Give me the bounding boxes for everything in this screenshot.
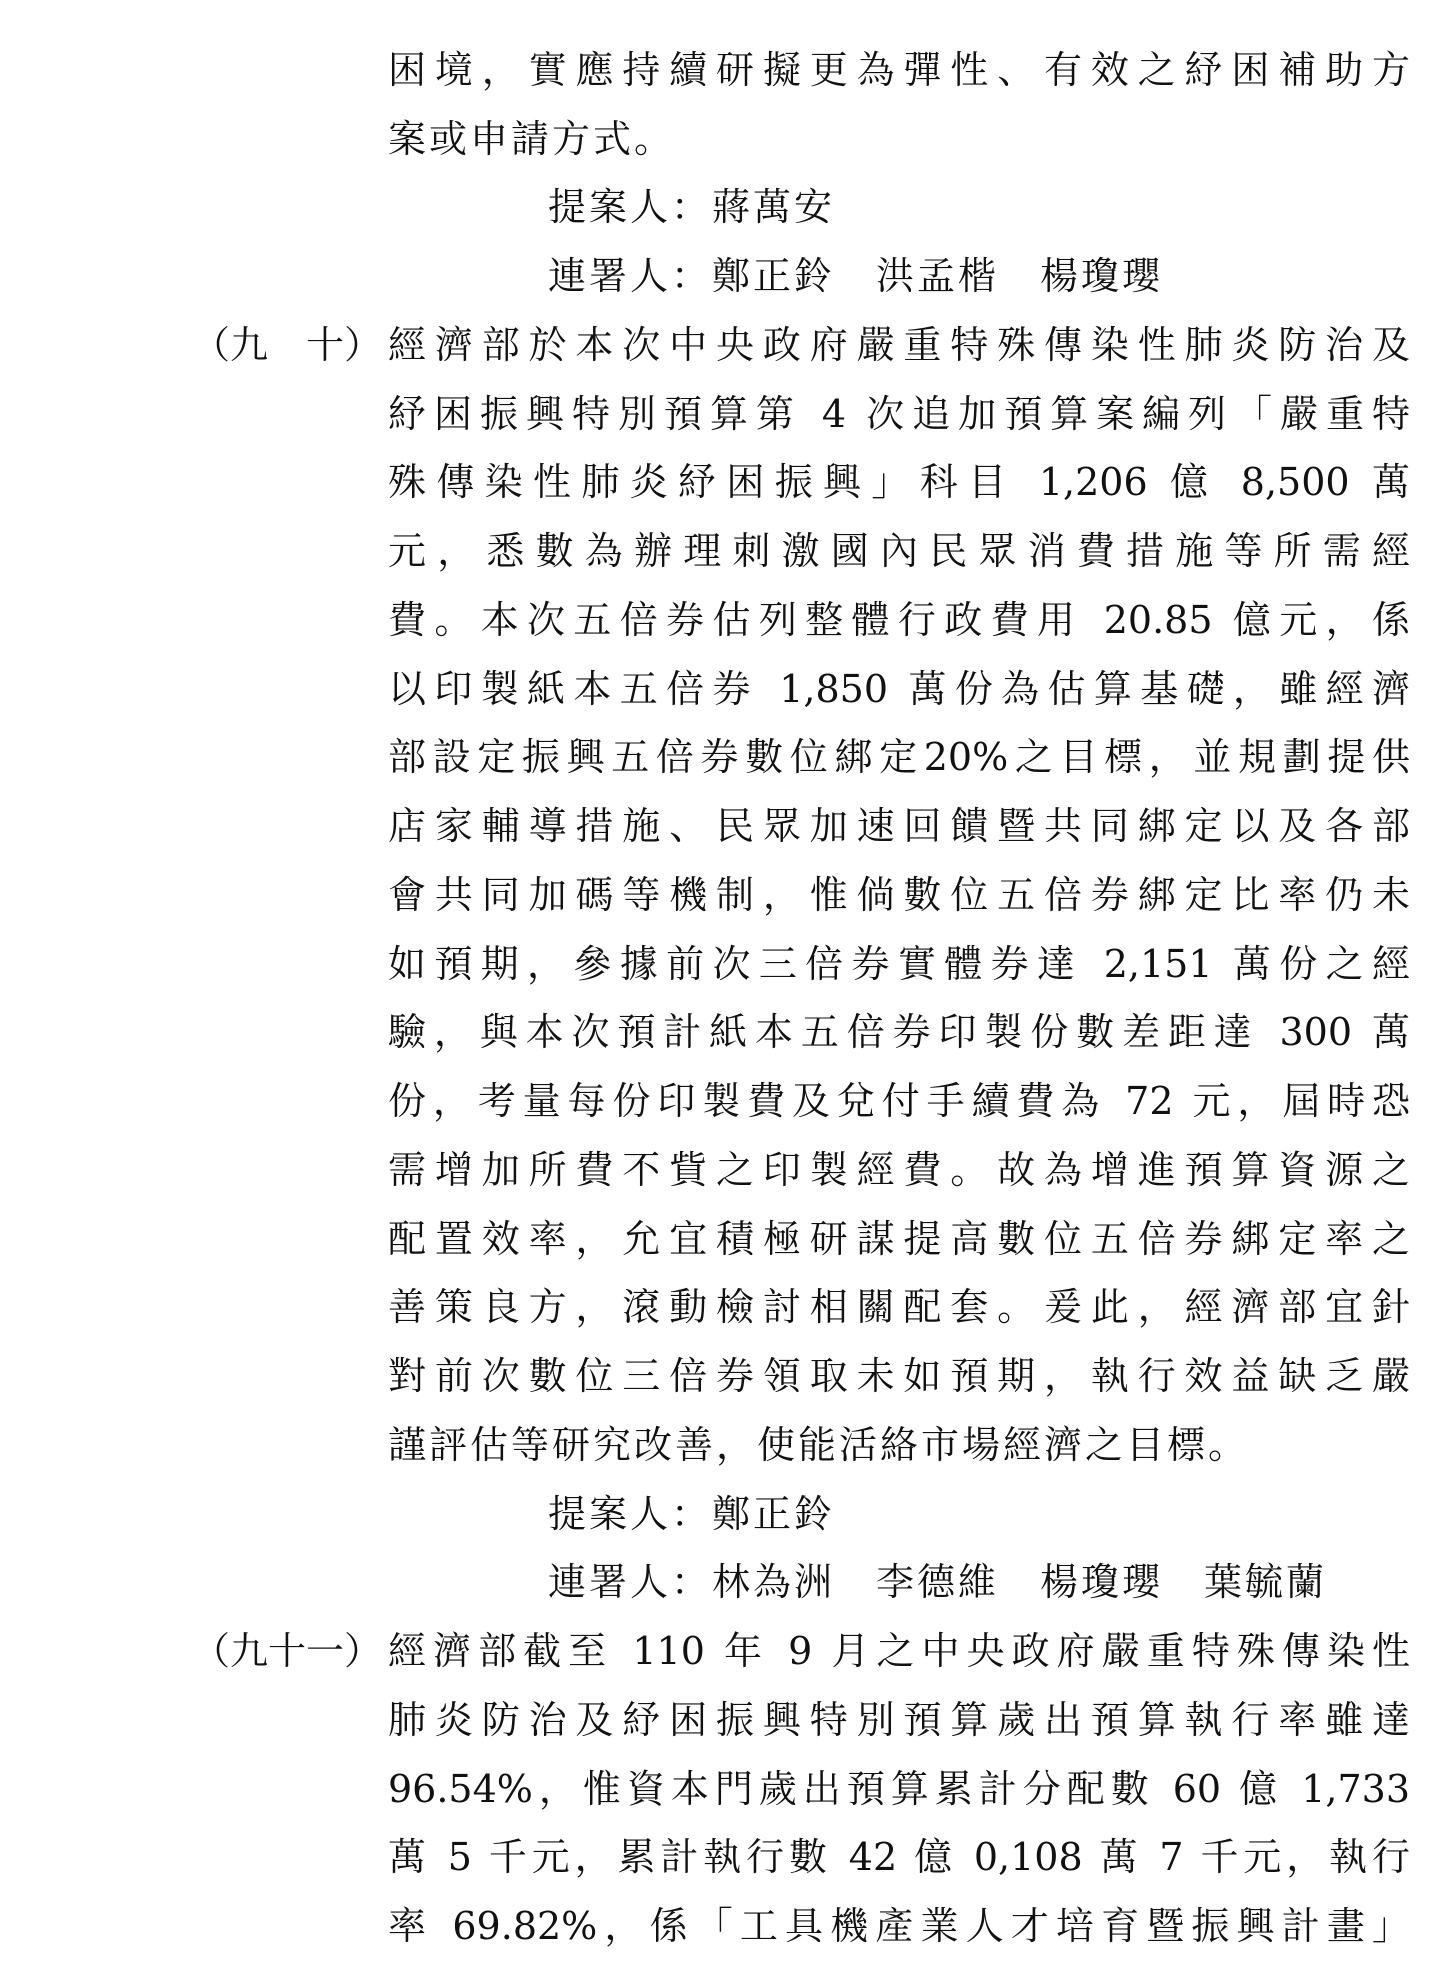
item-90-line: 需增加所費不貲之印製經費。故為增進預算資源之 — [388, 1147, 1410, 1192]
item-89-cosigners: 連署人：鄭正鈴 洪孟楷 楊瓊瓔 — [548, 254, 1164, 299]
intro-line-1: 困境，實應持續研擬更為彈性、有效之紓困補助方 — [388, 48, 1410, 92]
item-90-line: 驗，與本次預計紙本五倍券印製份數差距達 300 萬 — [388, 1010, 1410, 1055]
item-90-line: 以印製紙本五倍券 1,850 萬份為估算基礎，雖經濟 — [388, 666, 1410, 711]
item-91-label: （九十一） — [192, 1629, 383, 1674]
item-90-line: 會共同加碼等機制，惟倘數位五倍券綁定比率仍未 — [388, 872, 1410, 917]
item-90-line: 善策良方，滾動檢討相關配套。爰此，經濟部宜針 — [388, 1285, 1410, 1330]
item-91-line: 96.54%，惟資本門歲出預算累計分配數 60 億 1,733 — [388, 1766, 1410, 1811]
item-90-line: 對前次數位三倍券領取未如預期，執行效益缺乏嚴 — [388, 1354, 1410, 1399]
item-90-line: 元，悉數為辦理刺激國內民眾消費措施等所需經 — [388, 529, 1410, 574]
item-90-label: （九 十） — [192, 322, 383, 367]
item-91-line: 經濟部截至 110 年 9 月之中央政府嚴重特殊傳染性 — [388, 1629, 1410, 1674]
item-90-line: 配置效率，允宜積極研謀提高數位五倍券綁定率之 — [388, 1216, 1410, 1261]
item-91-line: 肺炎防治及紓困振興特別預算歲出預算執行率雖達 — [388, 1697, 1410, 1742]
item-90-line: 份，考量每份印製費及兌付手續費為 72 元，屆時恐 — [388, 1079, 1410, 1124]
item-90-line: 費。本次五倍券估列整體行政費用 20.85 億元，係 — [388, 597, 1410, 642]
item-90-line: 謹評估等研究改善，使能活絡市場經濟之目標。 — [388, 1422, 1250, 1467]
item-91-line: 萬 5 千元，累計執行數 42 億 0,108 萬 7 千元，執行 — [388, 1835, 1410, 1880]
item-90-line: 經濟部於本次中央政府嚴重特殊傳染性肺炎防治及 — [388, 322, 1410, 367]
item-90-line: 紓困振興特別預算第 4 次追加預算案編列「嚴重特 — [388, 391, 1410, 436]
item-89-proposer: 提案人：蔣萬安 — [548, 185, 836, 230]
item-91-line: 率 69.82%，係「工具機產業人才培育暨振興計畫」 — [388, 1904, 1410, 1948]
item-90-line: 部設定振興五倍券數位綁定20%之目標，並規劃提供 — [388, 735, 1410, 780]
item-90-line: 店家輔導措施、民眾加速回饋暨共同綁定以及各部 — [388, 804, 1410, 849]
item-90-proposer: 提案人：鄭正鈴 — [548, 1491, 836, 1536]
intro-line-2: 案或申請方式。 — [388, 116, 676, 161]
item-90-cosigners: 連署人：林為洲 李德維 楊瓊瓔 葉毓蘭 — [548, 1560, 1328, 1605]
item-90-line: 殊傳染性肺炎紓困振興」科目 1,206 億 8,500 萬 — [388, 460, 1410, 505]
item-90-line: 如預期，參據前次三倍券實體券達 2,151 萬份之經 — [388, 941, 1410, 986]
